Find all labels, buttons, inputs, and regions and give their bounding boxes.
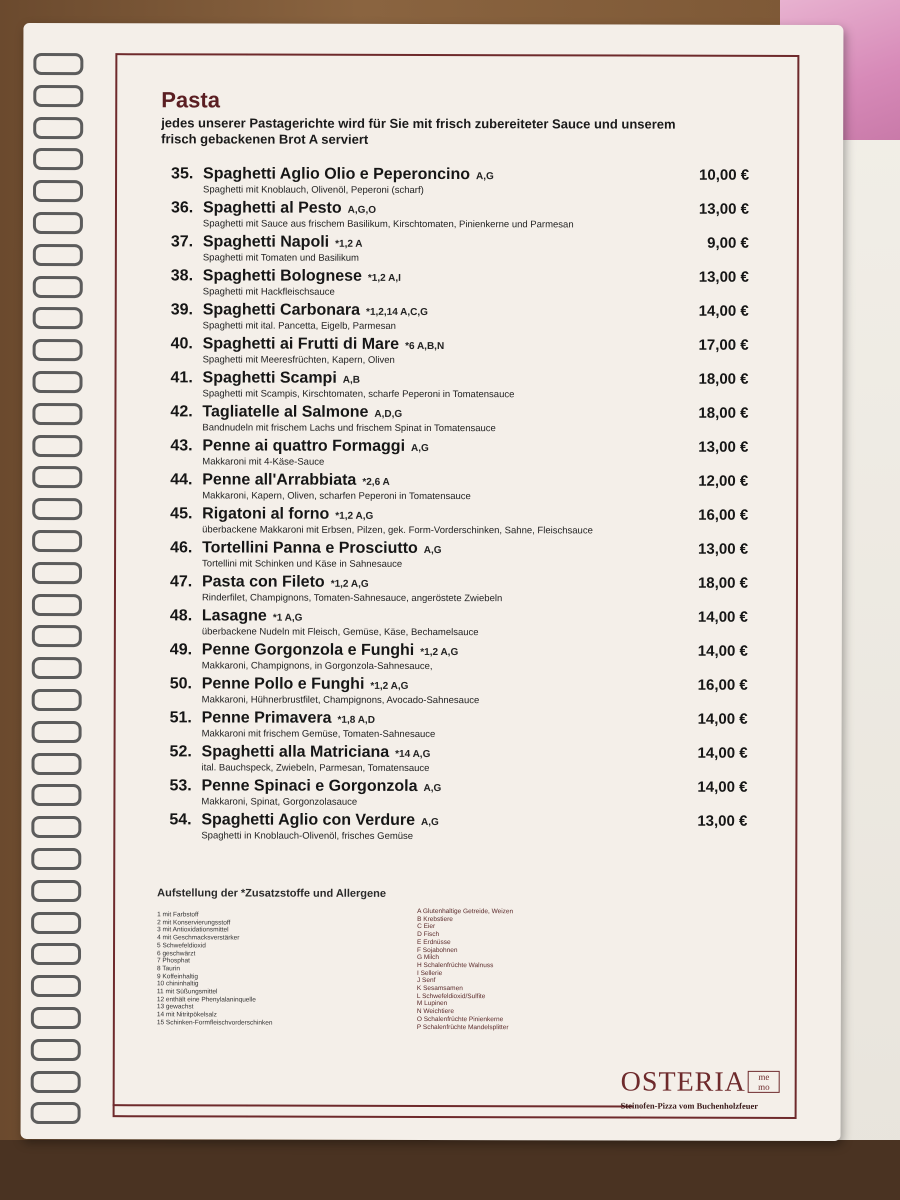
additives-list	[157, 911, 397, 1027]
item-codes: A,G	[476, 171, 494, 183]
item-codes: A,B	[342, 374, 361, 386]
item-name: Spaghetti Carbonara	[202, 301, 361, 319]
item-name-line	[202, 403, 402, 422]
menu-item	[170, 437, 760, 473]
item-price: 14,00 €	[697, 744, 748, 762]
item-name: Spaghetti al Pesto	[202, 199, 342, 217]
additive-entry: 6 geschwärzt	[157, 949, 196, 957]
allergen-entry: I Sellerie	[416, 969, 443, 977]
menu-item	[170, 573, 760, 609]
item-codes: *1,2 A,G	[420, 646, 459, 659]
item-number: 49.	[169, 641, 193, 659]
binding-ring	[31, 1039, 81, 1061]
item-description: Spaghetti mit Hackfleischsauce	[202, 286, 335, 298]
allergen-entry: P Schalenfrüchte Mandelsplitter	[416, 1023, 509, 1031]
item-price: 13,00 €	[697, 812, 748, 830]
item-name: Penne Spinaci e Gorgonzola	[201, 777, 418, 795]
logo-word: OSTERIA	[620, 1066, 746, 1098]
menu-item	[171, 233, 761, 269]
allergen-entry: G Milch	[417, 954, 440, 962]
menu-item	[171, 301, 761, 337]
menu-item	[170, 607, 760, 643]
binding-ring	[31, 1071, 81, 1093]
item-codes: *1,2 A,I	[367, 272, 401, 284]
binding-ring	[32, 403, 82, 425]
menu-item	[169, 811, 759, 847]
item-name-line	[201, 777, 441, 796]
item-number: 38.	[170, 267, 194, 285]
binding-ring	[33, 307, 83, 329]
item-number: 54.	[169, 811, 192, 829]
item-description: Makkaroni mit 4-Käse-Sauce	[202, 456, 325, 468]
item-number: 36.	[170, 199, 194, 217]
allergen-entry: M Lupinen	[416, 1000, 448, 1008]
menu-items	[169, 165, 761, 847]
item-name: Lasagne	[201, 607, 267, 625]
menu-item	[170, 539, 760, 575]
binding-ring	[33, 339, 83, 361]
binding-ring	[32, 530, 82, 552]
item-name-line	[202, 709, 375, 727]
item-name: Spaghetti alla Matriciana	[201, 743, 390, 761]
item-price: 14,00 €	[697, 778, 748, 796]
item-price: 16,00 €	[698, 506, 749, 524]
item-codes: A,G	[421, 816, 439, 829]
item-name-line	[202, 505, 373, 523]
item-number: 35.	[171, 165, 194, 183]
item-price: 18,00 €	[698, 370, 749, 388]
item-codes: *1,2,14 A,C,G	[366, 306, 428, 318]
allergen-entry: H Schalenfrüchte Walnuss	[416, 961, 494, 970]
menu-item	[169, 777, 759, 813]
item-name: Penne Gorgonzola e Funghi	[201, 641, 415, 659]
additive-entry: 10 chininhaltig	[156, 980, 199, 988]
additive-entry: 13 gewachst	[156, 1003, 194, 1011]
item-name: Spaghetti Scampi	[202, 369, 337, 387]
allergen-entry: B Krebstiere	[417, 915, 453, 923]
item-name-line	[202, 437, 429, 456]
item-name: Spaghetti Aglio con Verdure	[201, 811, 416, 829]
allergen-heading: Aufstellung der *Zusatzstoffe und Allergene	[157, 887, 386, 900]
menu-item	[169, 743, 759, 779]
menu-item	[171, 335, 761, 371]
section-title: Pasta	[161, 87, 221, 113]
binding-ring	[32, 466, 82, 488]
additive-entry: 7 Phosphat	[156, 957, 190, 965]
item-codes: A,G	[423, 544, 442, 557]
spiral-binding	[21, 53, 84, 1153]
logo	[621, 1066, 821, 1111]
binding-ring	[31, 943, 81, 965]
binding-ring	[31, 816, 81, 838]
logo-tagline: Steinofen-Pizza vom Buchenholzfeuer	[620, 1100, 759, 1111]
binding-ring	[32, 435, 82, 457]
item-name-line	[202, 641, 458, 660]
item-codes: A,G	[423, 782, 442, 795]
item-description: Spaghetti in Knoblauch-Olivenöl, frisches Gemüse	[201, 830, 414, 842]
item-price: 9,00 €	[707, 234, 749, 252]
additive-entry: 3 mit Antioxidationsmittel	[157, 926, 229, 934]
item-description: Spaghetti mit Tomaten und Basilikum	[202, 252, 360, 264]
allergen-entry: N Weichtiere	[416, 1008, 454, 1016]
binding-ring	[33, 148, 83, 170]
menu-item	[170, 641, 760, 677]
allergen-entry: J Senf	[416, 977, 436, 985]
item-codes: *14 A,G	[395, 748, 431, 760]
item-price: 12,00 €	[698, 472, 749, 490]
menu-item	[171, 165, 761, 201]
item-number: 46.	[170, 539, 193, 557]
item-number: 44.	[170, 471, 193, 489]
item-name-line	[203, 301, 428, 320]
menu-item	[170, 709, 760, 745]
item-name-line	[203, 199, 376, 217]
binding-ring	[31, 784, 81, 806]
item-codes: A,D,G	[374, 408, 403, 420]
item-price: 17,00 €	[698, 336, 749, 354]
item-price: 13,00 €	[698, 438, 749, 456]
item-name-line	[202, 471, 390, 489]
item-name: Penne Pollo e Funghi	[201, 675, 365, 693]
item-price: 14,00 €	[697, 608, 748, 626]
item-price: 13,00 €	[698, 268, 749, 286]
menu-item	[170, 505, 760, 541]
menu-item	[170, 403, 760, 439]
item-description: Makkaroni, Hühnerbrustfilet, Champignons, Avocado-Sahnesauce	[201, 694, 480, 707]
binding-ring	[31, 912, 81, 934]
binding-ring	[33, 212, 83, 234]
item-description: ital. Bauchspeck, Zwiebeln, Parmesan, Tomatensauce	[201, 762, 430, 774]
binding-ring	[33, 85, 83, 107]
item-name-line	[202, 743, 431, 762]
section-subtitle: jedes unserer Pastagerichte wird für Sie mit frisch zubereiteter Sauce und unserem frisch gebackenen Brot A serviert	[161, 115, 676, 147]
item-name-line	[202, 539, 442, 558]
item-price: 18,00 €	[698, 404, 749, 422]
item-name-line	[203, 369, 361, 387]
item-price: 10,00 €	[698, 166, 750, 184]
item-number: 41.	[170, 369, 193, 387]
item-price: 13,00 €	[698, 200, 749, 218]
item-description: Spaghetti mit Scampis, Kirschtomaten, scharfe Peperoni in Tomatensauce	[202, 388, 515, 401]
item-price: 13,00 €	[698, 540, 749, 558]
binding-ring	[32, 562, 82, 584]
item-price: 14,00 €	[698, 302, 749, 320]
item-price: 16,00 €	[697, 676, 748, 694]
binding-ring	[31, 1007, 81, 1029]
item-name: Penne ai quattro Formaggi	[202, 437, 406, 455]
item-codes: *1,2 A,G	[370, 680, 409, 692]
item-codes: *2,6 A	[362, 476, 390, 488]
item-name: Penne Primavera	[201, 709, 332, 727]
floor	[0, 1140, 900, 1200]
item-name: Spaghetti Napoli	[202, 233, 330, 251]
additive-entry: 15 Schinken-Formfleischvorderschinken	[156, 1019, 273, 1027]
logo-box-top: me	[758, 1071, 770, 1082]
item-name: Spaghetti ai Frutti di Mare	[202, 335, 400, 353]
item-name-line	[203, 233, 363, 251]
item-description: Spaghetti mit Sauce aus frischem Basilikum, Kirschtomaten, Pinienkerne und Parmesan	[202, 218, 574, 231]
item-codes: *1,2 A,G	[330, 578, 369, 590]
item-description: Spaghetti mit Meeresfrüchten, Kapern, Oliven	[202, 354, 395, 366]
menu-item	[170, 369, 760, 405]
additive-entry: 4 mit Geschmacksverstärker	[157, 934, 240, 942]
menu-item	[171, 199, 761, 235]
item-description: Makkaroni, Spinat, Gorgonzolasauce	[201, 796, 358, 808]
logo-box-bottom: mo	[758, 1081, 770, 1092]
item-name-line	[201, 811, 438, 830]
binding-ring	[31, 975, 81, 997]
item-description: überbackene Makkaroni mit Erbsen, Pilzen, gek. Form-Vorderschinken, Sahne, Fleischsauce	[202, 524, 593, 537]
allergen-entry: C Eier	[417, 923, 436, 931]
item-codes: *1,2 A,G	[335, 510, 374, 522]
binding-ring	[33, 244, 83, 266]
item-description: überbackene Nudeln mit Fleisch, Gemüse, Käse, Bechamelsauce	[201, 626, 479, 639]
additive-entry: 9 Koffeinhaltig	[156, 972, 199, 981]
item-codes: A,G,O	[347, 204, 377, 216]
item-number: 42.	[170, 403, 193, 421]
item-name: Spaghetti Bolognese	[202, 267, 362, 285]
additive-entry: 12 enthält eine Phenylalaninquelle	[156, 996, 256, 1004]
allergen-entry: A Glutenhaltige Getreide, Weizen	[417, 907, 514, 916]
item-description: Makkaroni, Kapern, Oliven, scharfen Peperoni in Tomatensauce	[202, 490, 471, 503]
item-number: 51.	[169, 709, 192, 727]
binding-ring	[31, 753, 81, 775]
additive-entry: 2 mit Konservierungsstoff	[157, 918, 231, 927]
binding-ring	[31, 880, 81, 902]
menu-item	[170, 675, 760, 711]
binding-ring	[33, 117, 83, 139]
item-number: 53.	[169, 777, 192, 795]
item-name: Penne all'Arrabbiata	[202, 471, 357, 489]
item-name-line	[203, 267, 401, 286]
menu-page	[21, 23, 844, 1141]
item-codes: *1,2 A	[335, 238, 363, 250]
item-number: 47.	[169, 573, 193, 591]
binding-ring	[32, 657, 82, 679]
item-number: 39.	[170, 301, 193, 319]
binding-ring	[31, 848, 81, 870]
item-number: 43.	[170, 437, 193, 455]
additive-entry: 8 Taurin	[156, 965, 181, 973]
item-number: 45.	[170, 505, 193, 523]
item-codes: *1,8 A,D	[337, 714, 375, 726]
item-description: Makkaroni mit frischem Gemüse, Tomaten-Sahnesauce	[201, 728, 436, 741]
item-number: 50.	[169, 675, 193, 693]
item-description: Bandnudeln mit frischem Lachs und frischem Spinat in Tomatensauce	[202, 422, 496, 435]
item-name: Pasta con Fileto	[201, 573, 325, 591]
item-name: Rigatoni al forno	[202, 505, 330, 523]
binding-ring	[33, 53, 83, 75]
allergen-entry: F Sojabohnen	[417, 946, 458, 954]
binding-ring	[32, 625, 82, 647]
logo-box	[748, 1071, 780, 1093]
item-name: Tagliatelle al Salmone	[202, 403, 369, 421]
allergen-entry: E Erdnüsse	[417, 938, 451, 946]
item-codes: *6 A,B,N	[405, 340, 445, 353]
item-name-line	[202, 573, 369, 591]
allergen-entry: K Sesamsamen	[416, 984, 463, 993]
binding-ring	[32, 371, 82, 393]
additive-entry: 14 mit Nitritpökelsalz	[156, 1011, 217, 1019]
allergen-entry: O Schalenfrüchte Pinienkerne	[416, 1015, 504, 1024]
menu-item	[170, 471, 760, 507]
item-name-line	[202, 675, 409, 694]
binding-ring	[33, 276, 83, 298]
item-name-line	[203, 165, 494, 184]
item-description: Spaghetti mit Knoblauch, Olivenöl, Peperoni (scharf)	[203, 184, 424, 196]
item-price: 14,00 €	[697, 710, 748, 728]
binding-ring	[32, 498, 82, 520]
additive-entry: 5 Schwefeldioxid	[157, 942, 206, 950]
item-description: Makkaroni, Champignons, in Gorgonzola-Sahnesauce,	[201, 660, 433, 673]
item-number: 48.	[169, 607, 193, 625]
additive-entry: 1 mit Farbstoff	[157, 911, 199, 919]
binding-ring	[31, 1102, 81, 1124]
menu-item	[171, 267, 761, 303]
allergens-list	[417, 908, 657, 1032]
item-number: 37.	[170, 233, 194, 251]
item-number: 52.	[169, 743, 192, 761]
item-description: Tortellini mit Schinken und Käse in Sahnesauce	[202, 558, 403, 570]
item-description: Rinderfilet, Champignons, Tomaten-Sahnesauce, angeröstete Zwiebeln	[201, 592, 503, 605]
binding-ring	[32, 721, 82, 743]
additive-entry: 11 mit Süßungsmittel	[156, 988, 218, 996]
binding-ring	[33, 180, 83, 202]
allergen-entry: D Fisch	[417, 931, 440, 939]
binding-ring	[32, 689, 82, 711]
item-codes: A,G	[411, 442, 429, 454]
item-name-line	[203, 335, 445, 354]
allergen-entry: L Schwefeldioxid/Sulfite	[416, 992, 486, 1000]
item-price: 18,00 €	[697, 574, 749, 592]
item-name-line	[202, 607, 303, 625]
item-name: Spaghetti Aglio Olio e Peperoncino	[203, 165, 471, 184]
item-codes: *1 A,G	[272, 612, 303, 624]
item-price: 14,00 €	[697, 642, 748, 660]
item-description: Spaghetti mit ital. Pancetta, Eigelb, Parmesan	[202, 320, 396, 332]
item-number: 40.	[170, 335, 193, 353]
item-name: Tortellini Panna e Prosciutto	[202, 539, 418, 557]
binding-ring	[32, 594, 82, 616]
